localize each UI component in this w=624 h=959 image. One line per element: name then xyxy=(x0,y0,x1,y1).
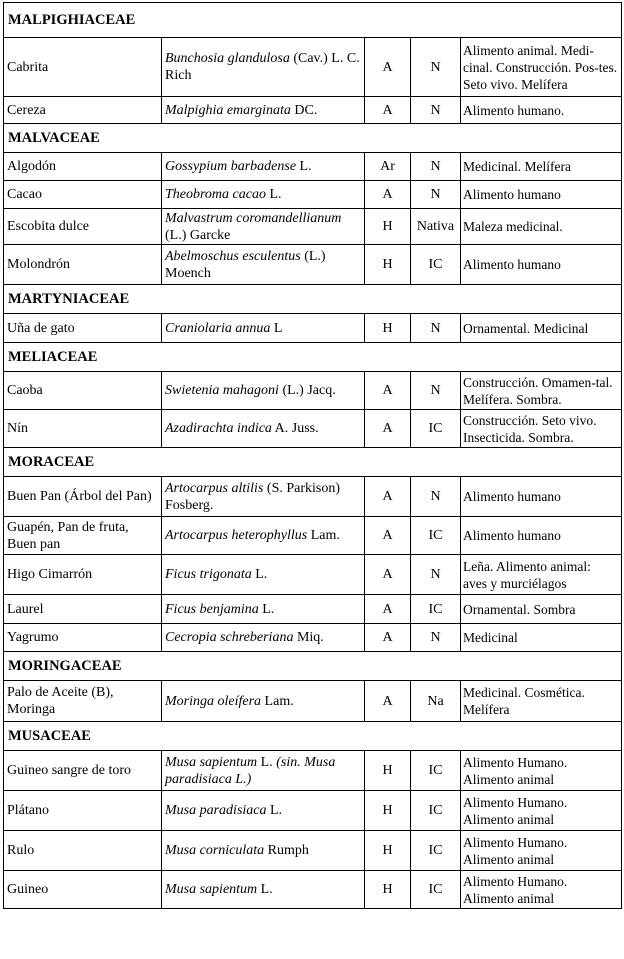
family-name: MUSACEAE xyxy=(4,722,622,751)
common-name-cell: Higo Cimarrón xyxy=(4,555,162,595)
common-name-cell: Algodón xyxy=(4,153,162,181)
species-name: Musa sapientum xyxy=(165,882,258,897)
origin-cell: N xyxy=(411,38,461,97)
origin-cell: IC xyxy=(411,751,461,791)
species-name: Artocarpus altilis xyxy=(165,480,264,496)
origin-cell: IC xyxy=(411,831,461,871)
species-cell xyxy=(162,831,365,871)
origin-cell: IC xyxy=(411,517,461,555)
use-cell: Alimento Humano. Alimento animal xyxy=(461,791,622,831)
common-name-cell: Molondrón xyxy=(4,245,162,285)
species-author: L. xyxy=(266,803,283,818)
species-author: Lam. xyxy=(307,528,340,543)
species-cell xyxy=(162,209,365,245)
origin-cell: N xyxy=(411,97,461,124)
species-cell xyxy=(162,555,365,595)
use-cell: Alimento humano xyxy=(461,517,622,555)
common-name-cell: Uña de gato xyxy=(4,314,162,343)
species-synonym: (sin. Musa paradisiaca L.) xyxy=(165,754,336,787)
family-name: MALPIGHIACEAE xyxy=(4,3,622,38)
use-cell: Maleza medicinal. xyxy=(461,209,622,245)
table-row xyxy=(4,153,622,181)
origin-cell: N xyxy=(411,624,461,652)
family-header-row xyxy=(4,448,622,477)
species-author: DC. xyxy=(290,102,318,118)
use-cell: Construcción. Seto vivo. Insecticida. Sombra. xyxy=(461,410,622,448)
table-row xyxy=(4,477,622,517)
family-header-row xyxy=(4,285,622,314)
habit-cell: H xyxy=(365,245,411,285)
species-author: L. xyxy=(296,159,312,174)
habit-cell: A xyxy=(365,555,411,595)
common-name-cell: Rulo xyxy=(4,831,162,871)
habit-cell: H xyxy=(365,751,411,791)
table-row xyxy=(4,209,622,245)
species-author: L xyxy=(270,320,283,336)
table-row xyxy=(4,681,622,722)
species-cell xyxy=(162,410,365,448)
table-row xyxy=(4,555,622,595)
table-row xyxy=(4,831,622,871)
common-name-cell: Cereza xyxy=(4,97,162,124)
species-name: Abelmoschus esculentus xyxy=(165,248,301,264)
use-cell: Construcción. Omamen-tal. Melífera. Sombra. xyxy=(461,372,622,410)
common-name-cell: Guineo xyxy=(4,871,162,909)
species-name: Bunchosia glandulosa xyxy=(165,51,290,66)
species-cell xyxy=(162,314,365,343)
species-author: A. Juss. xyxy=(271,421,319,436)
species-author: (Cav.) L. C. Rich xyxy=(165,51,360,83)
use-cell: Alimento humano xyxy=(461,477,622,517)
habit-cell: A xyxy=(365,517,411,555)
species-name: Malpighia emarginata xyxy=(165,102,291,118)
family-name: MARTYNIACEAE xyxy=(4,285,622,314)
species-name: Azadirachta indica xyxy=(165,421,272,436)
habit-cell: A xyxy=(365,595,411,624)
table-row xyxy=(4,97,622,124)
habit-cell: A xyxy=(365,38,411,97)
table-row xyxy=(4,181,622,209)
family-header-row xyxy=(4,124,622,153)
species-cell xyxy=(162,477,365,517)
common-name-cell: Yagrumo xyxy=(4,624,162,652)
table-row xyxy=(4,751,622,791)
family-name: MORACEAE xyxy=(4,448,622,477)
habit-cell: H xyxy=(365,209,411,245)
use-cell: Alimento humano xyxy=(461,181,622,209)
table-row xyxy=(4,871,622,909)
table-row xyxy=(4,595,622,624)
habit-cell: H xyxy=(365,314,411,343)
habit-cell: Ar xyxy=(365,153,411,181)
species-author: Rumph xyxy=(264,843,309,858)
species-cell xyxy=(162,751,365,791)
species-name: Musa paradisiaca xyxy=(165,803,267,818)
use-cell: Alimento Humano. Alimento animal xyxy=(461,831,622,871)
species-name: Craniolaria annua xyxy=(165,320,271,336)
species-cell xyxy=(162,624,365,652)
common-name-cell: Nín xyxy=(4,410,162,448)
table-row xyxy=(4,245,622,285)
origin-cell: Nativa xyxy=(411,209,461,245)
species-cell xyxy=(162,595,365,624)
origin-cell: N xyxy=(411,477,461,517)
habit-cell: A xyxy=(365,97,411,124)
table-row xyxy=(4,38,622,97)
family-header-row xyxy=(4,3,622,38)
species-name: Cecropia schreberiana xyxy=(165,630,294,645)
species-name: Gossypium barbadense xyxy=(165,159,297,174)
table-row xyxy=(4,372,622,410)
species-author: L. xyxy=(265,187,282,202)
use-cell: Ornamental. Sombra xyxy=(461,595,622,624)
common-name-cell: Buen Pan (Árbol del Pan) xyxy=(4,477,162,517)
species-name: Ficus trigonata xyxy=(165,567,252,582)
habit-cell: H xyxy=(365,791,411,831)
species-name: Malvastrum coromandellianum xyxy=(165,210,342,226)
table-row xyxy=(4,517,622,555)
habit-cell: H xyxy=(365,831,411,871)
table-row xyxy=(4,410,622,448)
origin-cell: IC xyxy=(411,245,461,285)
species-author: Lam. xyxy=(261,693,294,709)
family-name: MELIACEAE xyxy=(4,343,622,372)
use-cell: Medicinal xyxy=(461,624,622,652)
species-cell xyxy=(162,791,365,831)
species-cell xyxy=(162,245,365,285)
habit-cell: A xyxy=(365,681,411,722)
habit-cell: A xyxy=(365,372,411,410)
species-name: Musa corniculata xyxy=(165,843,265,858)
species-author: (L.) Garcke xyxy=(165,227,231,243)
species-name: Theobroma cacao xyxy=(165,187,266,202)
habit-cell: A xyxy=(365,477,411,517)
use-cell: Alimento humano xyxy=(461,245,622,285)
species-name: Swietenia mahagoni xyxy=(165,383,279,398)
origin-cell: N xyxy=(411,555,461,595)
origin-cell: N xyxy=(411,372,461,410)
table-row xyxy=(4,791,622,831)
species-author: (S. Parkison) Fosberg. xyxy=(165,480,341,513)
origin-cell: Na xyxy=(411,681,461,722)
use-cell: Alimento humano. xyxy=(461,97,622,124)
common-name-cell: Laurel xyxy=(4,595,162,624)
habit-cell: A xyxy=(365,410,411,448)
common-name-cell: Cabrita xyxy=(4,38,162,97)
use-cell: Alimento Humano. Alimento animal xyxy=(461,871,622,909)
species-table xyxy=(3,2,622,909)
table-row xyxy=(4,624,622,652)
use-cell: Alimento animal. Medi-cinal. Construcción. Pos-tes. Seto vivo. Melífera xyxy=(461,38,622,97)
species-author: L. xyxy=(251,567,268,582)
habit-cell: A xyxy=(365,181,411,209)
species-cell xyxy=(162,681,365,722)
use-cell: Ornamental. Medicinal xyxy=(461,314,622,343)
habit-cell: A xyxy=(365,624,411,652)
use-cell: Medicinal. Cosmética. Melífera xyxy=(461,681,622,722)
origin-cell: N xyxy=(411,181,461,209)
family-header-row xyxy=(4,343,622,372)
species-name: Artocarpus heterophyllus xyxy=(165,528,308,543)
family-name: MALVACEAE xyxy=(4,124,622,153)
table-row xyxy=(4,314,622,343)
species-cell xyxy=(162,181,365,209)
common-name-cell: Cacao xyxy=(4,181,162,209)
species-cell xyxy=(162,97,365,124)
species-author: L. xyxy=(257,754,277,770)
species-name: Musa sapientum xyxy=(165,754,258,770)
family-header-row xyxy=(4,652,622,681)
common-name-cell: Palo de Aceite (B), Moringa xyxy=(4,681,162,722)
species-author: (L.) Jacq. xyxy=(278,383,336,398)
family-header-row xyxy=(4,722,622,751)
origin-cell: N xyxy=(411,153,461,181)
species-cell xyxy=(162,871,365,909)
species-author: Miq. xyxy=(293,630,324,645)
common-name-cell: Caoba xyxy=(4,372,162,410)
species-cell xyxy=(162,153,365,181)
species-cell xyxy=(162,517,365,555)
family-name: MORINGACEAE xyxy=(4,652,622,681)
origin-cell: IC xyxy=(411,871,461,909)
species-author: (L.) Moench xyxy=(165,248,326,281)
species-author: L. xyxy=(257,882,273,897)
habit-cell: H xyxy=(365,871,411,909)
common-name-cell: Escobita dulce xyxy=(4,209,162,245)
origin-cell: IC xyxy=(411,410,461,448)
species-name: Moringa oleífera xyxy=(165,693,262,709)
species-cell xyxy=(162,38,365,97)
species-cell xyxy=(162,372,365,410)
use-cell: Leña. Alimento animal: aves y murciélagos xyxy=(461,555,622,595)
use-cell: Alimento Humano. Alimento animal xyxy=(461,751,622,791)
use-cell: Medicinal. Melífera xyxy=(461,153,622,181)
origin-cell: N xyxy=(411,314,461,343)
common-name-cell: Plátano xyxy=(4,791,162,831)
species-name: Ficus benjamina xyxy=(165,601,259,617)
species-author: L. xyxy=(258,601,275,617)
species-table-body xyxy=(4,3,622,909)
common-name-cell: Guineo sangre de toro xyxy=(4,751,162,791)
origin-cell: IC xyxy=(411,791,461,831)
common-name-cell: Guapén, Pan de fruta, Buen pan xyxy=(4,517,162,555)
origin-cell: IC xyxy=(411,595,461,624)
